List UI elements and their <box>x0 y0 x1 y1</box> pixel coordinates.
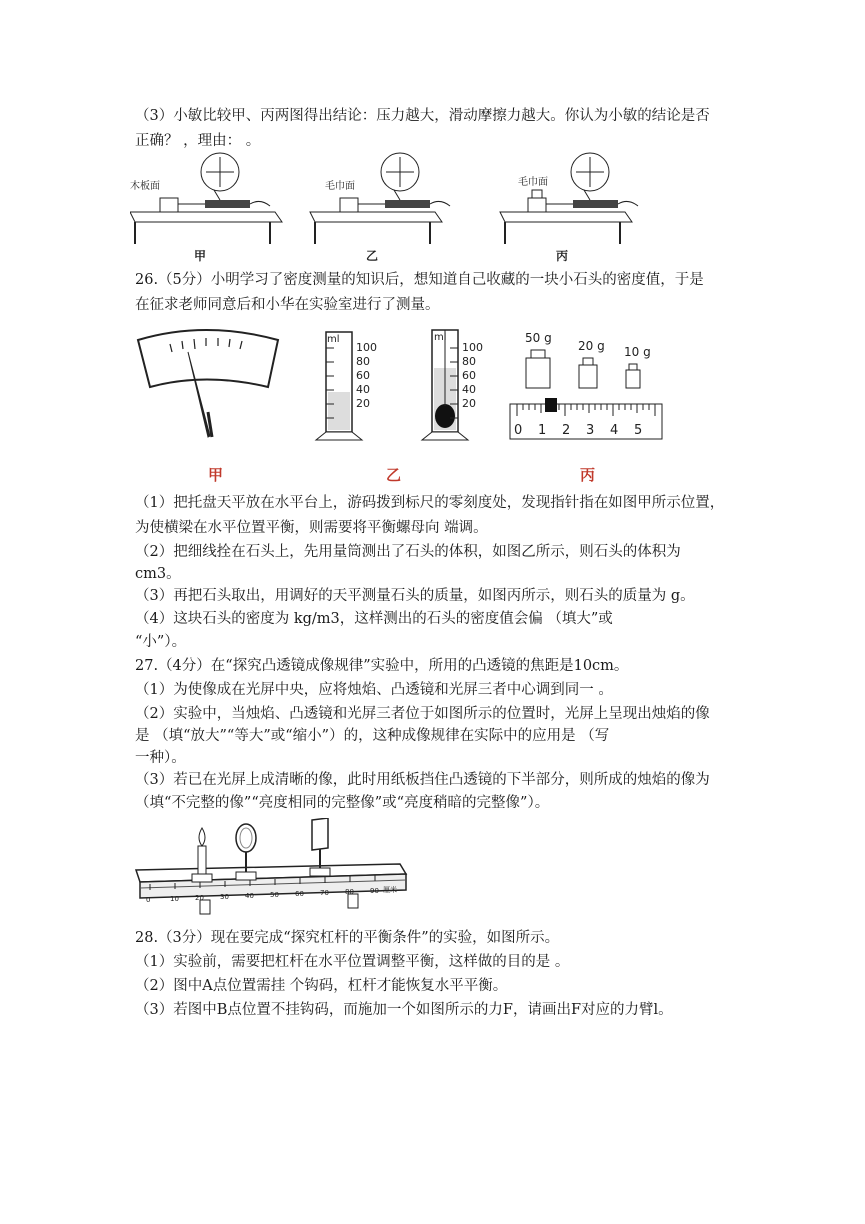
scale-tick-0: 0 <box>514 423 523 438</box>
q28-p3: （3）若图中B点位置不挂钩码，而施加一个如图所示的力F，请画出F对应的力臂l。 <box>135 1002 673 1018</box>
cyl2-unit: ml <box>434 332 447 343</box>
cyl2-tick-40: 40 <box>462 383 476 396</box>
q26-text-line1: 26.（5分）小明学习了密度测量的知识后，想知道自己收藏的一块小石头的密度值，于是 <box>135 272 704 288</box>
candle <box>192 828 212 882</box>
cyl1-tick-100: 100 <box>356 341 377 354</box>
scale-tick-5: 5 <box>634 423 643 438</box>
bench-tick-90: 90 <box>370 887 379 895</box>
figure-label-c: 丙 <box>556 249 569 263</box>
cyl1-tick-80: 80 <box>356 355 370 368</box>
optical-bench <box>136 864 406 914</box>
surface-label-a: 木板面 <box>130 181 160 192</box>
cyl1-unit: ml <box>327 334 340 345</box>
measuring-cylinder-2 <box>422 330 483 440</box>
balance-pointer-dial <box>138 330 278 437</box>
scale-tick-3: 3 <box>586 423 595 438</box>
q26-p2-line2: cm3。 <box>135 566 181 582</box>
weight-label-10g: 10 g <box>624 345 651 359</box>
cyl1-tick-60: 60 <box>356 369 370 382</box>
q26-p4-line2: “小”）。 <box>135 634 187 650</box>
scale-tick-1: 1 <box>538 423 547 438</box>
measuring-cylinder-1 <box>316 332 377 440</box>
q26-p1-line2: 为使横梁在水平位置平衡，则需要将平衡螺母向 端调。 <box>135 520 488 536</box>
friction-setup-a <box>130 153 282 263</box>
q25-text-line1: （3）小敏比较甲、丙两图得出结论：压力越大，滑动摩擦力越大。你认为小敏的结论是否 <box>135 108 710 124</box>
surface-label-b: 毛巾面 <box>325 181 355 192</box>
q26-text-line2: 在征求老师同意后和小华在实验室进行了测量。 <box>135 297 440 313</box>
friction-figure <box>130 152 650 264</box>
q26-p2-line1: （2）把细线拴在石头上，先用量筒测出了石头的体积，如图乙所示，则石头的体积为 <box>135 544 681 560</box>
bench-tick-60: 60 <box>295 890 304 898</box>
q28-p1: （1）实验前，需要把杠杆在水平位置调整平衡，这样做的目的是 。 <box>135 954 570 970</box>
q27-p2-line1: （2）实验中，当烛焰、凸透镜和光屏三者位于如图所示的位置时，光屏上呈现出烛焰的像 <box>135 706 710 722</box>
bench-tick-0: 0 <box>146 896 151 904</box>
q26-p4-line1: （4）这块石头的密度为 kg/m3，这样测出的石头的密度值会偏 （填大”或 <box>135 611 613 627</box>
scale-tick-4: 4 <box>610 423 619 438</box>
bench-tick-10: 10 <box>170 895 179 903</box>
q25-text-line2: 正确？ ，理由： 。 <box>135 133 261 149</box>
cyl1-tick-40: 40 <box>356 383 370 396</box>
q27-p1: （1）为使像成在光屏中央，应将烛焰、凸透镜和光屏三者中心调到同一 。 <box>135 682 613 698</box>
cyl2-tick-80: 80 <box>462 355 476 368</box>
cyl1-tick-20: 20 <box>356 397 370 410</box>
q26-p1-line1: （1）把托盘天平放在水平台上，游码拨到标尺的零刻度处，发现指针指在如图甲所示位置， <box>135 495 725 511</box>
q28-p2: （2）图中A点位置需挂 个钩码，杠杆才能恢复水平平衡。 <box>135 978 508 994</box>
bench-tick-70: 70 <box>320 889 329 897</box>
q27-text-line1: 27.（4分）在“探究凸透镜成像规律”实验中，所用的凸透镜的焦距是10cm。 <box>135 658 629 674</box>
figure-label-bing: 丙 <box>580 466 596 484</box>
bench-tick-30: 30 <box>220 893 229 901</box>
weights-and-scale <box>510 331 662 439</box>
q28-text-line1: 28.（3分）现在要完成“探究杠杆的平衡条件”的实验，如图所示。 <box>135 930 560 946</box>
weight-label-20g: 20 g <box>578 339 605 353</box>
figure-label-b: 乙 <box>366 249 379 263</box>
scale-tick-2: 2 <box>562 423 571 438</box>
bench-tick-50: 50 <box>270 891 279 899</box>
figure-label-yi: 乙 <box>386 466 402 484</box>
figure-label-a: 甲 <box>194 249 207 263</box>
surface-label-c: 毛巾面 <box>518 177 548 188</box>
friction-setup-b <box>310 153 450 263</box>
bench-tick-40: 40 <box>245 892 254 900</box>
optical-bench-figure <box>130 818 410 924</box>
weight-label-50g: 50 g <box>525 331 552 345</box>
q27-p2-line2: 是 （填“放大”“等大”或“缩小”）的，这种成像规律在实际中的应用是 （写 <box>135 728 610 744</box>
q26-p3: （3）再把石头取出，用调好的天平测量石头的质量，如图丙所示，则石头的质量为 g。 <box>135 588 695 604</box>
q27-p3-line1: （3）若已在光屏上成清晰的像，此时用纸板挡住凸透镜的下半部分，则所成的烛焰的像为 <box>135 772 710 788</box>
q27-p2-line3: 一种）。 <box>135 750 186 766</box>
q27-p3-line2: （填“不完整的像”“亮度相同的完整像”或“亮度稍暗的完整像”）。 <box>135 795 550 811</box>
convex-lens <box>236 824 256 880</box>
figure-label-jia: 甲 <box>208 466 224 484</box>
cyl2-tick-100: 100 <box>462 341 483 354</box>
density-figure <box>130 322 675 487</box>
bench-tick-80: 80 <box>345 888 354 896</box>
bench-tick-20: 20 <box>195 894 204 902</box>
friction-setup-c <box>500 153 638 263</box>
cyl2-tick-60: 60 <box>462 369 476 382</box>
cyl2-tick-20: 20 <box>462 397 476 410</box>
bench-unit: 厘米 <box>383 886 397 894</box>
